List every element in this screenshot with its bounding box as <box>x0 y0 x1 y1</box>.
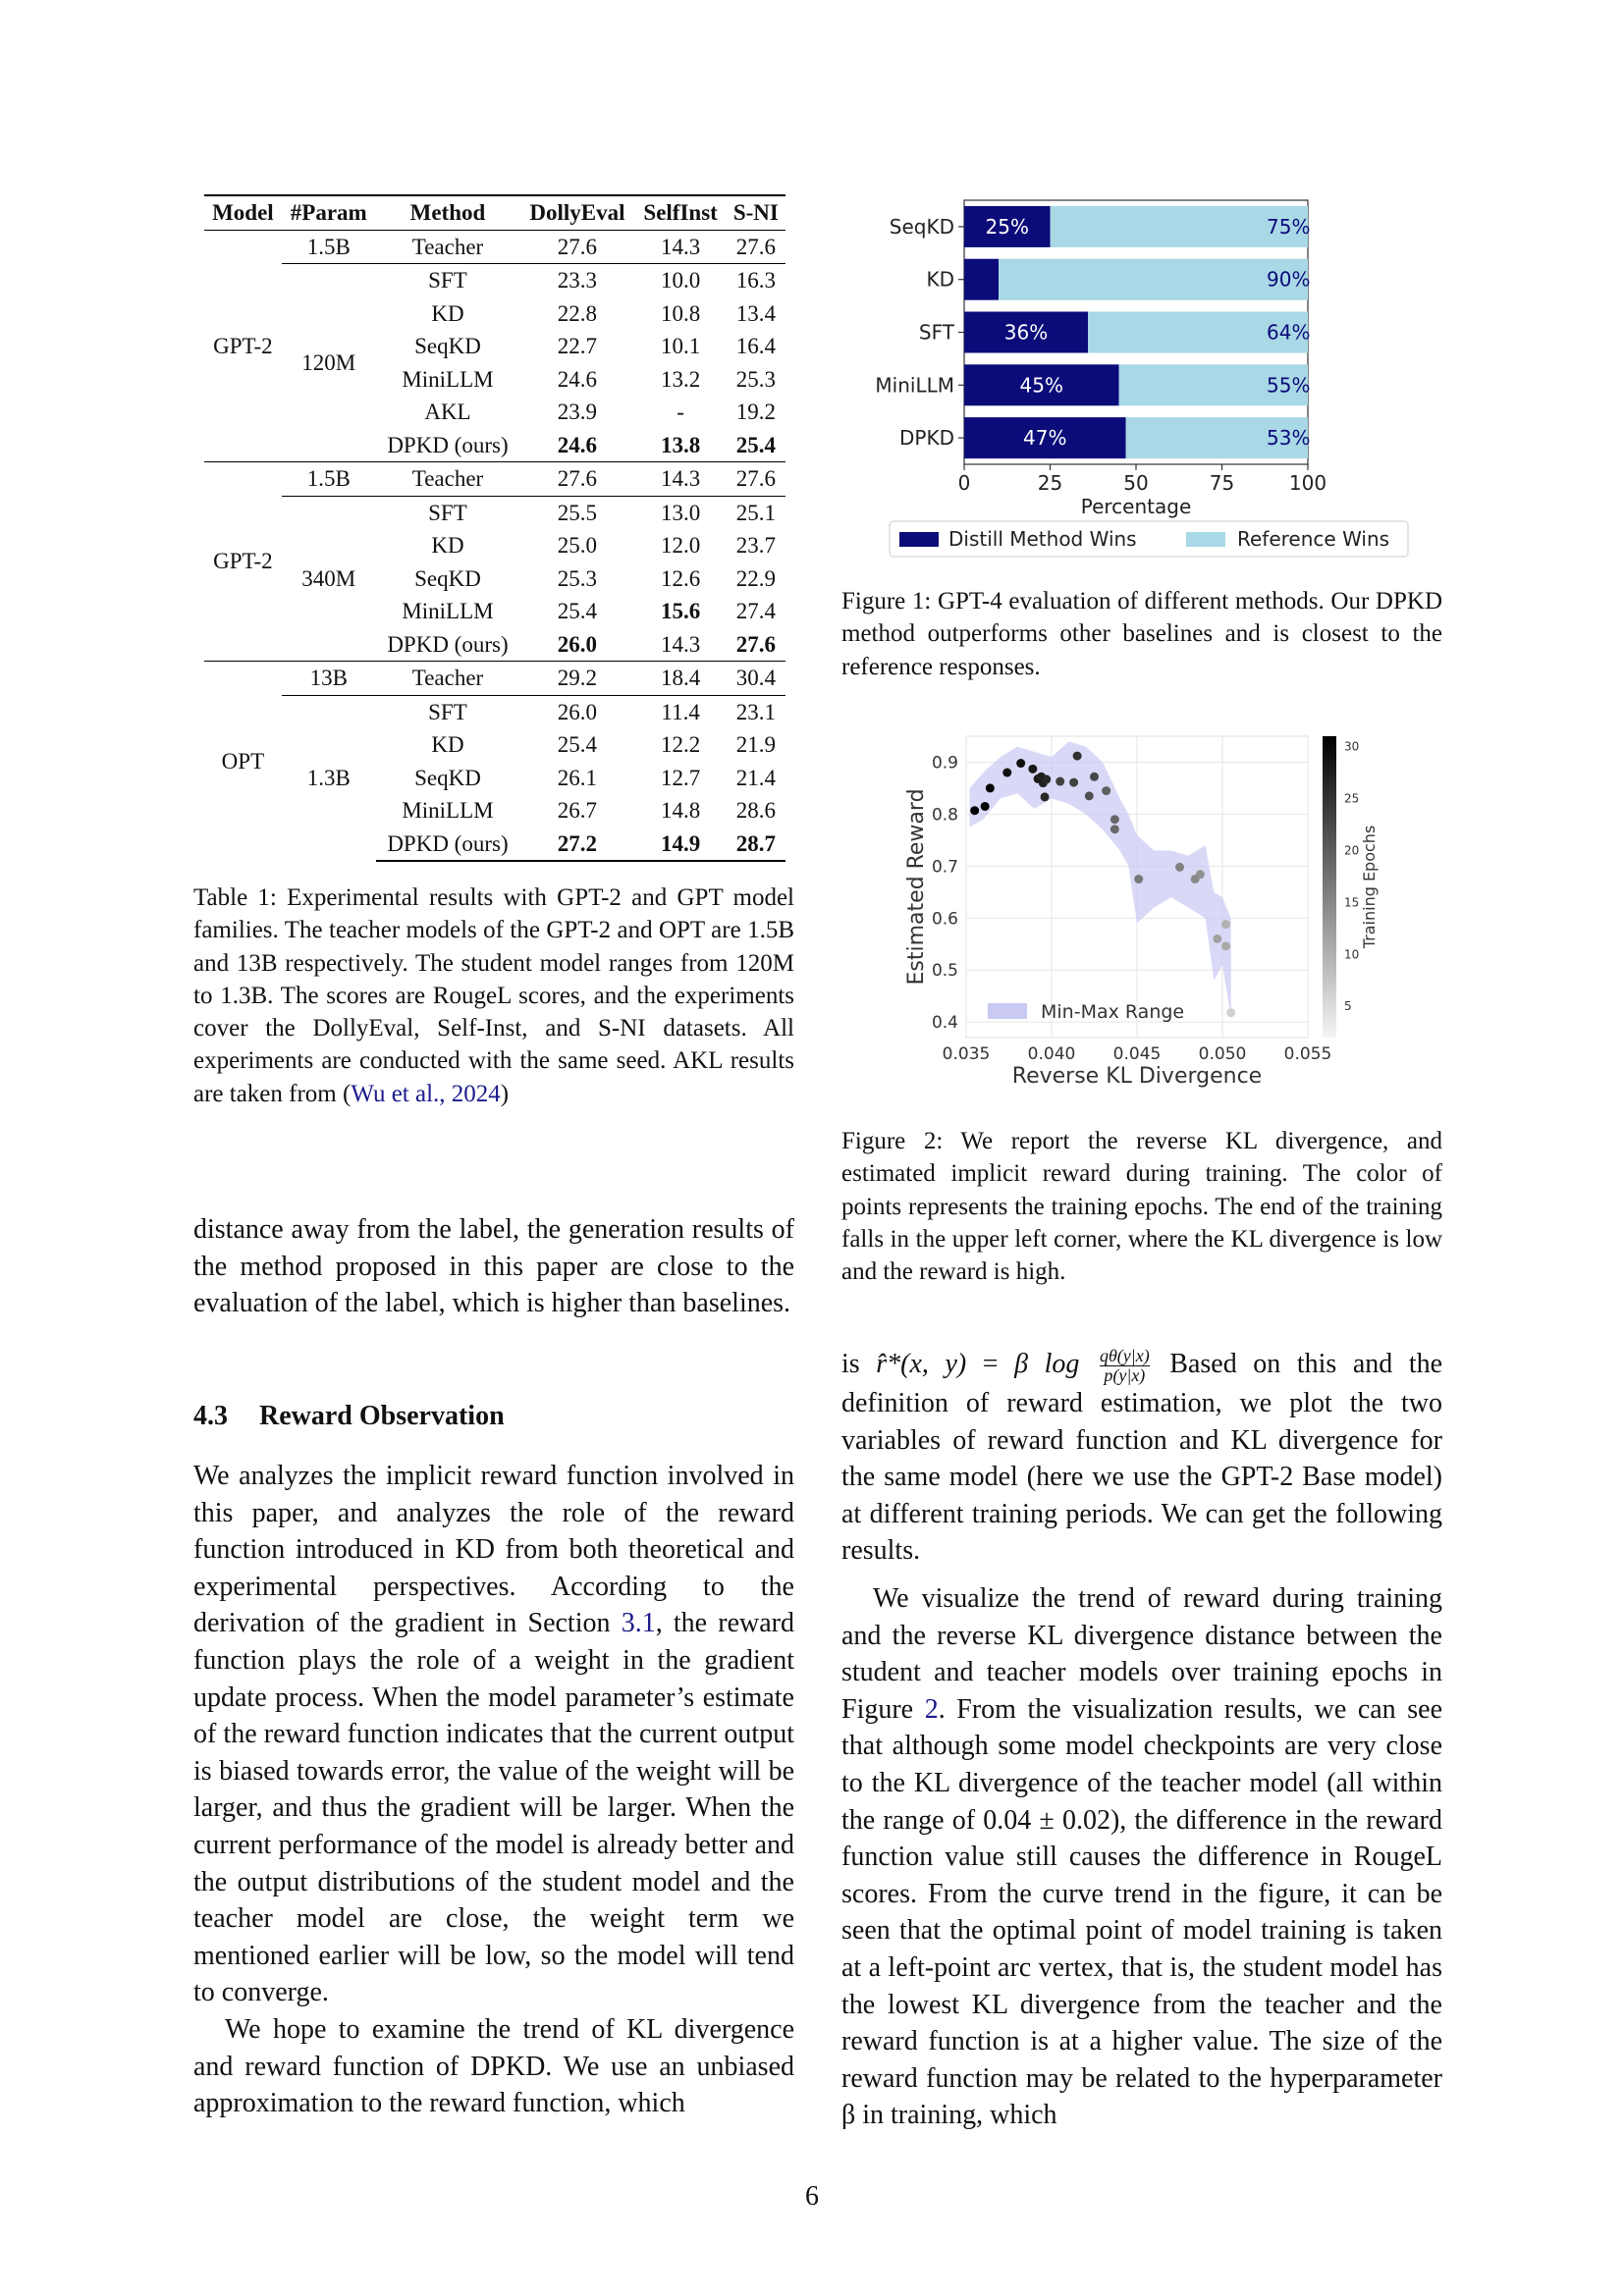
method-cell: KD <box>431 732 464 757</box>
scatter-point <box>1175 863 1184 872</box>
selfinst-cell: 14.9 <box>635 828 727 862</box>
table-caption-text: Table 1: Experimental results with GPT-2 and GPT model families. The teacher models of the GPT-2 and OPT are 1.5B and 13B respectively. The student model ranges from 120M to 1.3B. The scores are RougeL scores, and the experiments cover the DollyEval, Self-Inst, and S-NI datasets. All experiments are conducted with the same seed. AKL results are taken from <box>193 884 794 1107</box>
method-cell: Teacher <box>376 462 520 497</box>
legend-swatch-band <box>988 1003 1027 1019</box>
method-cell: DPKD (ours) <box>376 828 520 862</box>
param-cell: 1.5B <box>282 462 376 497</box>
left-paragraph-1-rest: , the reward function plays the role of a weight in the gradient update process. When the model parameter’s estimate of the reward function indicates that the current output is biased towards error, the value of the weight will be larger, and thus the gradient will be larger. When the current performance of the model is already better and the output distributions of the student model and the teacher model are close, the weight term we mentioned earlier will be low, so the model will tend to converge. <box>193 1608 794 2008</box>
figure-2-chart <box>897 717 1379 1092</box>
colorbar-tick-label: 25 <box>1344 791 1360 806</box>
bar-data-label: 64% <box>1267 320 1311 345</box>
bar-distill-wins <box>964 259 999 300</box>
equation-lhs: r̂*(x, y) <box>876 1349 967 1379</box>
selfinst-cell: - <box>677 400 684 424</box>
scatter-point <box>1073 752 1082 761</box>
sni-cell: 13.4 <box>735 300 776 326</box>
bar-data-label: 47% <box>1023 426 1067 451</box>
scatter-point <box>1042 774 1051 783</box>
selfinst-cell: 15.6 <box>661 599 701 623</box>
selfinst-cell: 10.0 <box>661 268 701 293</box>
sni-cell: 22.9 <box>735 565 776 591</box>
colorbar-tick-label: 5 <box>1344 999 1352 1014</box>
x-tick-label: 25 <box>1037 471 1063 495</box>
citation-link[interactable]: Wu et al., 2024 <box>351 1080 501 1107</box>
scatter-point <box>1056 777 1064 786</box>
bar-data-label: 25% <box>985 214 1029 239</box>
equation-fraction <box>1100 1347 1150 1385</box>
selfinst-cell: 12.6 <box>661 565 701 591</box>
results-table <box>204 194 785 862</box>
table-body <box>204 230 785 861</box>
selfinst-cell: 12.2 <box>661 732 701 757</box>
x-tick-label: 0.050 <box>1198 1044 1247 1064</box>
colorbar-tick-label: 30 <box>1344 739 1360 754</box>
figure-2-caption: Figure 2: We report the reverse KL divergence, and estimated implicit reward during training. The color of points represents the training epochs. The end of the training falls in the upper left corner, where the KL divergence is low and the reward is high. <box>841 1128 1442 1286</box>
dollyeval-cell: 24.6 <box>557 366 598 392</box>
scatter-point <box>1213 934 1221 943</box>
selfinst-cell: 13.8 <box>661 432 701 457</box>
x-tick-label: 0.035 <box>942 1044 991 1064</box>
method-cell: SFT <box>428 500 467 525</box>
left-paragraph-2: We hope to examine the trend of KL divergence and reward function of DPKD. We use an unbiased approximation to the reward function, which <box>193 2014 794 2119</box>
sni-cell: 27.4 <box>735 599 776 623</box>
header-sni: S-NI <box>727 195 785 230</box>
scatter-point <box>1069 778 1078 787</box>
selfinst-cell: 14.3 <box>635 230 727 264</box>
sni-cell: 27.6 <box>727 230 785 264</box>
table-caption <box>193 881 794 1110</box>
header-model: Model <box>204 195 282 230</box>
table-row <box>204 264 785 297</box>
dollyeval-cell: 23.9 <box>557 400 598 424</box>
model-name-cell: GPT-2 <box>204 462 282 662</box>
method-cell: SFT <box>428 699 467 724</box>
scatter-point <box>1226 1008 1235 1017</box>
table-row <box>204 462 785 497</box>
scatter-point <box>1085 791 1094 800</box>
table-caption-paren: ( <box>343 1080 352 1107</box>
dollyeval-cell: 27.6 <box>519 462 634 497</box>
figure-1-caption: Figure 1: GPT-4 evaluation of different methods. Our DPKD method outperforms other baselines and is closest to the reference responses. <box>841 588 1442 680</box>
table-row <box>204 662 785 696</box>
scatter-point <box>986 783 995 792</box>
scatter-point <box>1221 941 1230 950</box>
dollyeval-cell: 25.5 <box>557 500 598 525</box>
model-name-cell: OPT <box>204 662 282 862</box>
scatter-point <box>981 802 990 811</box>
param-cell: 1.5B <box>282 230 376 264</box>
header-method: Method <box>376 195 520 230</box>
section-heading <box>193 1401 794 1432</box>
y-tick-label: 0.4 <box>931 1013 958 1034</box>
legend-label-distill: Distill Method Wins <box>948 527 1137 551</box>
sni-cell: 21.9 <box>735 732 776 757</box>
right-paragraph-1 <box>841 1346 1442 1570</box>
dollyeval-cell: 29.2 <box>519 662 634 696</box>
section-number: 4.3 <box>193 1401 228 1431</box>
sni-cell: 23.7 <box>735 533 776 558</box>
sni-cell: 23.1 <box>735 699 776 724</box>
category-label: MiniLLM <box>875 373 954 398</box>
method-cell: MiniLLM <box>402 599 494 623</box>
method-cell: SeqKD <box>414 765 481 790</box>
table-row <box>204 695 785 728</box>
x-axis-label: Reverse KL Divergence <box>1011 1064 1263 1089</box>
sni-cell: 27.6 <box>727 462 785 497</box>
x-tick-label: 50 <box>1123 471 1149 495</box>
dollyeval-cell: 27.6 <box>519 230 634 264</box>
scatter-point <box>1002 769 1011 777</box>
scatter-point <box>1102 786 1110 795</box>
dollyeval-cell: 25.4 <box>557 599 598 623</box>
x-tick-label: 0 <box>957 471 971 495</box>
sni-cell: 21.4 <box>735 765 776 790</box>
dollyeval-cell: 22.7 <box>557 334 598 358</box>
dollyeval-cell: 26.7 <box>557 798 598 823</box>
legend-swatch-distill <box>899 532 939 547</box>
method-cell: Teacher <box>376 230 520 264</box>
y-tick-label: 0.6 <box>931 909 958 930</box>
dollyeval-cell: 25.0 <box>557 533 598 558</box>
category-label: SeqKD <box>889 214 954 239</box>
x-tick-label: 0.055 <box>1283 1044 1332 1064</box>
method-cell: DPKD (ours) <box>387 432 509 457</box>
legend-label-reference: Reference Wins <box>1237 527 1390 551</box>
method-cell: MiniLLM <box>402 366 494 392</box>
dollyeval-cell: 26.0 <box>557 699 598 724</box>
method-cell: KD <box>431 533 464 558</box>
dollyeval-cell: 23.3 <box>557 268 598 293</box>
category-label: SFT <box>918 320 954 345</box>
y-tick-label: 0.8 <box>931 805 958 826</box>
dollyeval-cell: 25.3 <box>557 565 598 591</box>
scatter-point <box>1016 759 1025 768</box>
method-cell: SFT <box>428 268 467 293</box>
sni-cell: 27.6 <box>735 631 776 657</box>
x-tick-label: 0.040 <box>1027 1044 1076 1064</box>
sni-cell: 16.3 <box>735 268 776 293</box>
selfinst-cell: 12.7 <box>661 765 701 790</box>
model-name-cell: GPT-2 <box>213 333 273 358</box>
figure-1-chart <box>870 192 1420 563</box>
category-label: KD <box>926 267 954 292</box>
header-selfinst: SelfInst <box>635 195 727 230</box>
header-param: #Param <box>282 195 376 230</box>
selfinst-cell: 14.3 <box>635 462 727 497</box>
y-axis-label: Estimated Reward <box>904 788 929 986</box>
equation-equals: = <box>982 1349 999 1379</box>
colorbar <box>1323 736 1336 1038</box>
param-cell: 340M <box>301 565 356 591</box>
reward-equation <box>876 1346 1169 1386</box>
category-label: DPKD <box>899 426 954 451</box>
colorbar-label: Training Epochs <box>1360 825 1379 949</box>
method-cell: SeqKD <box>414 334 481 358</box>
param-cell: 1.3B <box>306 766 351 790</box>
x-tick-label: 0.045 <box>1112 1044 1162 1064</box>
scatter-point <box>970 806 979 815</box>
section-title: Reward Observation <box>259 1401 505 1431</box>
method-cell: AKL <box>424 400 471 424</box>
scatter-point <box>1028 765 1037 774</box>
dollyeval-cell: 26.1 <box>557 765 598 790</box>
left-paragraph-1 <box>193 1458 794 2011</box>
bar-data-label: 55% <box>1267 373 1311 398</box>
colorbar-tick-label: 20 <box>1344 843 1360 858</box>
header-dollyeval: DollyEval <box>519 195 634 230</box>
x-tick-label: 75 <box>1209 471 1235 495</box>
method-cell: Teacher <box>376 662 520 696</box>
figure-reference-link[interactable]: 2 <box>924 1693 939 1725</box>
equation-beta-log: β log <box>1014 1349 1080 1379</box>
x-tick-label: 100 <box>1288 471 1327 495</box>
right-paragraph-2-rest: . From the visualization results, we can see that although some model checkpoints are very close to the KL divergence of the teacher model (all within the range of 0.04 ± 0.02), the difference in the reward function value still causes the difference in RougeL scores. From the curve trend in the figure, it can be seen that the optimal point of model training is taken at a left-point arc vertex, that is, the student model has the lowest KL divergence from the teacher and the reward function is at a higher value. The size of the reward function may be related to the hyperparameter β in training, which <box>841 1693 1442 2131</box>
y-tick-label: 0.5 <box>931 961 958 982</box>
right-paragraph-2 <box>841 1580 1442 2134</box>
scatter-point <box>1134 875 1143 883</box>
sni-cell: 30.4 <box>727 662 785 696</box>
sni-cell: 16.4 <box>735 334 776 358</box>
bar-data-label: 45% <box>1019 373 1063 398</box>
table-header-row <box>204 195 785 230</box>
selfinst-cell: 14.3 <box>661 631 701 657</box>
section-reference-link[interactable]: 3.1 <box>621 1608 656 1639</box>
method-cell: KD <box>431 300 464 326</box>
bar-data-label: 53% <box>1267 426 1311 451</box>
scatter-point <box>1090 773 1099 781</box>
page-number: 6 <box>805 2181 819 2212</box>
scatter-point <box>1110 825 1119 833</box>
legend-label-band: Min-Max Range <box>1041 1001 1185 1023</box>
sni-cell: 25.4 <box>735 432 776 457</box>
y-tick-label: 0.9 <box>931 753 958 774</box>
dollyeval-cell: 24.6 <box>557 432 598 457</box>
method-cell: SeqKD <box>414 565 481 591</box>
equation-numerator: qθ(y|x) <box>1099 1346 1150 1366</box>
selfinst-cell: 18.4 <box>635 662 727 696</box>
dollyeval-cell: 25.4 <box>557 732 598 757</box>
right-paragraph-1-text: Based on this and the definition of reward estimation, we plot the two variables of reward function and KL divergence for the same model (here we use the GPT-2 Base model) at different training periods. We can get the following results. <box>841 1349 1443 1567</box>
left-paragraph-1-text: We analyzes the implicit reward function involved in this paper, and analyzes the role of the reward function introduced in KD from both theoretical and experimental perspectives. According to the derivation of the gradient in Section <box>193 1461 794 1639</box>
x-axis-label: Percentage <box>1080 495 1192 518</box>
equation-denominator: p(y|x) <box>1104 1365 1146 1386</box>
sni-cell: 28.7 <box>727 828 785 862</box>
bar-data-label: 90% <box>1267 267 1311 292</box>
left-continuation-paragraph: distance away from the label, the generation results of the method proposed in this paper are close to the evaluation of the label, which is higher than baselines. <box>193 1214 794 1319</box>
param-cell: 120M <box>301 349 356 375</box>
method-cell: MiniLLM <box>402 798 494 823</box>
right-paragraph-2-text: We visualize the trend of reward during training and the reverse KL divergence distance between the student and teacher models over training epochs in Figure <box>841 1583 1442 1725</box>
dollyeval-cell: 26.0 <box>557 631 598 657</box>
equation-prefix: is <box>841 1349 860 1379</box>
selfinst-cell: 10.1 <box>661 334 701 358</box>
selfinst-cell: 13.2 <box>661 366 701 392</box>
colorbar-tick-label: 10 <box>1344 947 1360 962</box>
scatter-point <box>1110 815 1119 824</box>
dollyeval-cell: 27.2 <box>519 828 634 862</box>
bar-data-label: 75% <box>1267 214 1311 239</box>
selfinst-cell: 14.8 <box>661 798 701 823</box>
legend-swatch-reference <box>1186 532 1225 547</box>
sni-cell: 25.1 <box>735 500 776 525</box>
sni-cell: 25.3 <box>735 366 776 392</box>
table-row <box>204 496 785 529</box>
method-cell: DPKD (ours) <box>387 631 509 657</box>
sni-cell: 19.2 <box>735 400 776 424</box>
bar-data-label: 36% <box>1003 320 1049 345</box>
y-tick-label: 0.7 <box>931 857 958 878</box>
selfinst-cell: 12.0 <box>661 533 701 558</box>
sni-cell: 28.6 <box>735 798 776 823</box>
selfinst-cell: 11.4 <box>661 699 700 724</box>
table-row <box>204 230 785 264</box>
scatter-point <box>1041 792 1050 801</box>
param-cell: 13B <box>282 662 376 696</box>
colorbar-tick-label: 15 <box>1344 895 1360 910</box>
table-caption-end: ) <box>500 1080 510 1107</box>
scatter-point <box>1196 870 1205 879</box>
dollyeval-cell: 22.8 <box>557 300 598 326</box>
selfinst-cell: 13.0 <box>661 500 701 525</box>
bar-reference-wins <box>999 259 1311 300</box>
scatter-point <box>1221 920 1230 929</box>
selfinst-cell: 10.8 <box>661 300 701 326</box>
